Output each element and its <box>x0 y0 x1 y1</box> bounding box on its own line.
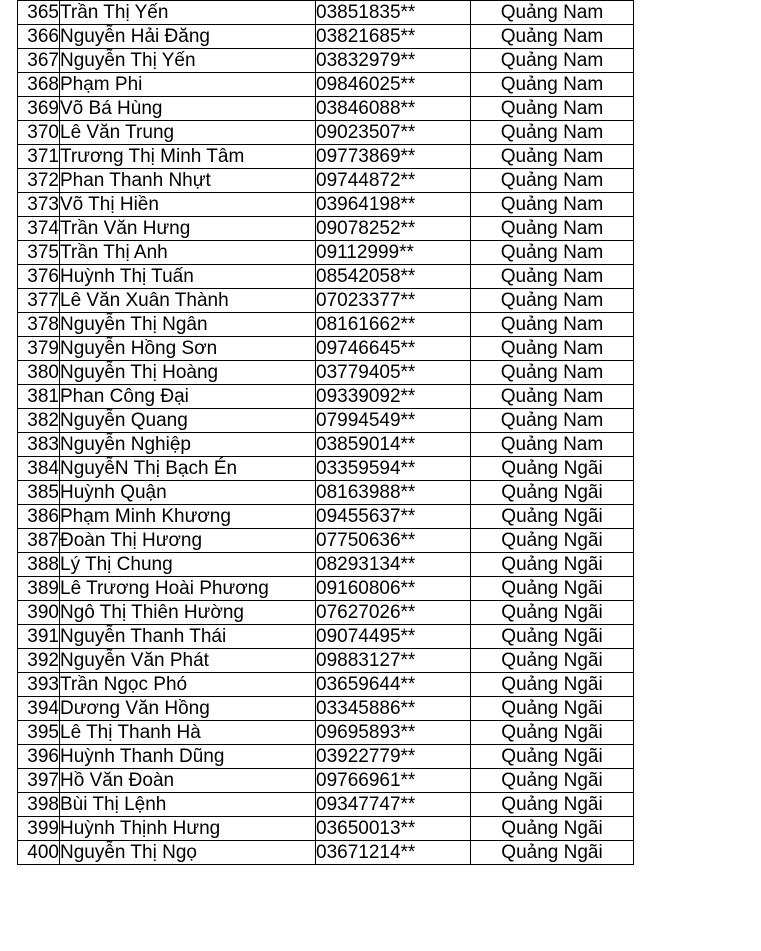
province-cell: Quảng Nam <box>471 1 634 25</box>
phone-cell: 09746645** <box>316 337 471 361</box>
province-cell: Quảng Ngãi <box>471 721 634 745</box>
province-cell: Quảng Ngãi <box>471 697 634 721</box>
row-number-cell: 398 <box>18 793 60 817</box>
province-cell: Quảng Nam <box>471 121 634 145</box>
table-row <box>18 601 634 625</box>
table-row <box>18 313 634 337</box>
province-cell: Quảng Ngãi <box>471 841 634 865</box>
phone-cell: 03851835** <box>316 1 471 25</box>
table-row <box>18 73 634 97</box>
row-number-cell: 381 <box>18 385 60 409</box>
row-number-cell: 379 <box>18 337 60 361</box>
province-cell: Quảng Ngãi <box>471 625 634 649</box>
phone-cell: 07023377** <box>316 289 471 313</box>
name-cell: Trần Thị Yến <box>60 1 316 25</box>
province-cell: Quảng Nam <box>471 313 634 337</box>
name-cell: Trần Ngọc Phó <box>60 673 316 697</box>
table-row <box>18 745 634 769</box>
row-number-cell: 366 <box>18 25 60 49</box>
row-number-cell: 375 <box>18 241 60 265</box>
phone-cell: 03345886** <box>316 697 471 721</box>
table-row <box>18 529 634 553</box>
table-row <box>18 577 634 601</box>
name-cell: Lê Trương Hoài Phương <box>60 577 316 601</box>
table-row <box>18 457 634 481</box>
province-cell: Quảng Nam <box>471 361 634 385</box>
name-cell: Hồ Văn Đoàn <box>60 769 316 793</box>
row-number-cell: 365 <box>18 1 60 25</box>
province-cell: Quảng Ngãi <box>471 577 634 601</box>
table-row <box>18 97 634 121</box>
table-row <box>18 553 634 577</box>
name-cell: Phan Thanh Nhựt <box>60 169 316 193</box>
row-number-cell: 390 <box>18 601 60 625</box>
phone-cell: 09883127** <box>316 649 471 673</box>
table-body <box>18 1 634 865</box>
table-row <box>18 1 634 25</box>
phone-cell: 09773869** <box>316 145 471 169</box>
phone-cell: 08542058** <box>316 265 471 289</box>
province-cell: Quảng Nam <box>471 145 634 169</box>
phone-cell: 09112999** <box>316 241 471 265</box>
name-cell: Lê Văn Xuân Thành <box>60 289 316 313</box>
phone-cell: 03650013** <box>316 817 471 841</box>
province-cell: Quảng Nam <box>471 97 634 121</box>
row-number-cell: 387 <box>18 529 60 553</box>
province-cell: Quảng Nam <box>471 241 634 265</box>
name-cell: Huỳnh Quận <box>60 481 316 505</box>
table-row <box>18 793 634 817</box>
row-number-cell: 388 <box>18 553 60 577</box>
row-number-cell: 396 <box>18 745 60 769</box>
phone-cell: 03846088** <box>316 97 471 121</box>
row-number-cell: 367 <box>18 49 60 73</box>
name-cell: Trương Thị Minh Tâm <box>60 145 316 169</box>
phone-cell: 03821685** <box>316 25 471 49</box>
province-cell: Quảng Nam <box>471 385 634 409</box>
table-row <box>18 337 634 361</box>
name-cell: Ngô Thị Thiên Hường <box>60 601 316 625</box>
phone-cell: 03964198** <box>316 193 471 217</box>
name-cell: Dương Văn Hồng <box>60 697 316 721</box>
phone-cell: 03671214** <box>316 841 471 865</box>
name-cell: NguyễN Thị Bạch Én <box>60 457 316 481</box>
province-cell: Quảng Nam <box>471 25 634 49</box>
phone-cell: 09074495** <box>316 625 471 649</box>
table-row <box>18 433 634 457</box>
row-number-cell: 400 <box>18 841 60 865</box>
province-cell: Quảng Ngãi <box>471 649 634 673</box>
province-cell: Quảng Ngãi <box>471 769 634 793</box>
phone-cell: 09347747** <box>316 793 471 817</box>
row-number-cell: 386 <box>18 505 60 529</box>
row-number-cell: 382 <box>18 409 60 433</box>
table-row <box>18 409 634 433</box>
province-cell: Quảng Ngãi <box>471 553 634 577</box>
name-cell: Trần Văn Hưng <box>60 217 316 241</box>
province-cell: Quảng Ngãi <box>471 817 634 841</box>
row-number-cell: 374 <box>18 217 60 241</box>
row-number-cell: 394 <box>18 697 60 721</box>
row-number-cell: 371 <box>18 145 60 169</box>
row-number-cell: 372 <box>18 169 60 193</box>
province-cell: Quảng Ngãi <box>471 505 634 529</box>
phone-cell: 07994549** <box>316 409 471 433</box>
phone-cell: 09766961** <box>316 769 471 793</box>
table-row <box>18 841 634 865</box>
row-number-cell: 369 <box>18 97 60 121</box>
table-row <box>18 673 634 697</box>
phone-cell: 08161662** <box>316 313 471 337</box>
row-number-cell: 380 <box>18 361 60 385</box>
table-row <box>18 385 634 409</box>
phone-cell: 03832979** <box>316 49 471 73</box>
phone-cell: 03859014** <box>316 433 471 457</box>
phone-cell: 09078252** <box>316 217 471 241</box>
table-row <box>18 169 634 193</box>
phone-cell: 09160806** <box>316 577 471 601</box>
table-row <box>18 49 634 73</box>
province-cell: Quảng Nam <box>471 169 634 193</box>
name-cell: Phan Công Đại <box>60 385 316 409</box>
phone-cell: 09744872** <box>316 169 471 193</box>
row-number-cell: 397 <box>18 769 60 793</box>
row-number-cell: 378 <box>18 313 60 337</box>
row-number-cell: 385 <box>18 481 60 505</box>
name-cell: Trần Thị Anh <box>60 241 316 265</box>
province-cell: Quảng Nam <box>471 217 634 241</box>
phone-cell: 09695893** <box>316 721 471 745</box>
name-cell: Đoàn Thị Hương <box>60 529 316 553</box>
table-row <box>18 145 634 169</box>
phone-cell: 07750636** <box>316 529 471 553</box>
name-cell: Võ Bá Hùng <box>60 97 316 121</box>
province-cell: Quảng Nam <box>471 337 634 361</box>
phone-cell: 08293134** <box>316 553 471 577</box>
table-row <box>18 217 634 241</box>
name-cell: Nguyễn Hồng Sơn <box>60 337 316 361</box>
province-cell: Quảng Ngãi <box>471 529 634 553</box>
phone-cell: 09455637** <box>316 505 471 529</box>
table-row <box>18 769 634 793</box>
province-cell: Quảng Ngãi <box>471 673 634 697</box>
table-row <box>18 721 634 745</box>
phone-cell: 08163988** <box>316 481 471 505</box>
phone-cell: 07627026** <box>316 601 471 625</box>
name-cell: Nguyễn Văn Phát <box>60 649 316 673</box>
row-number-cell: 392 <box>18 649 60 673</box>
name-cell: Nguyễn Hải Đăng <box>60 25 316 49</box>
row-number-cell: 376 <box>18 265 60 289</box>
name-cell: Bùi Thị Lệnh <box>60 793 316 817</box>
table-row <box>18 697 634 721</box>
name-cell: Phạm Phi <box>60 73 316 97</box>
table-row <box>18 505 634 529</box>
phone-cell: 09339092** <box>316 385 471 409</box>
row-number-cell: 383 <box>18 433 60 457</box>
phone-cell: 03922779** <box>316 745 471 769</box>
name-cell: Nguyễn Thị Ngân <box>60 313 316 337</box>
name-cell: Huỳnh Thanh Dũng <box>60 745 316 769</box>
phone-cell: 03779405** <box>316 361 471 385</box>
province-cell: Quảng Ngãi <box>471 481 634 505</box>
row-number-cell: 395 <box>18 721 60 745</box>
row-number-cell: 370 <box>18 121 60 145</box>
province-cell: Quảng Nam <box>471 433 634 457</box>
name-cell: Lê Thị Thanh Hà <box>60 721 316 745</box>
name-cell: Võ Thị Hiền <box>60 193 316 217</box>
table-row <box>18 25 634 49</box>
table-row <box>18 481 634 505</box>
phone-cell: 09846025** <box>316 73 471 97</box>
province-cell: Quảng Nam <box>471 409 634 433</box>
name-cell: Nguyễn Nghiệp <box>60 433 316 457</box>
table-row <box>18 361 634 385</box>
table-row <box>18 625 634 649</box>
phone-cell: 09023507** <box>316 121 471 145</box>
name-cell: Nguyễn Thanh Thái <box>60 625 316 649</box>
name-cell: Nguyễn Thị Hoàng <box>60 361 316 385</box>
province-cell: Quảng Ngãi <box>471 793 634 817</box>
table-row <box>18 241 634 265</box>
row-number-cell: 389 <box>18 577 60 601</box>
name-cell: Nguyễn Thị Ngọ <box>60 841 316 865</box>
province-cell: Quảng Nam <box>471 73 634 97</box>
row-number-cell: 377 <box>18 289 60 313</box>
row-number-cell: 373 <box>18 193 60 217</box>
table-row <box>18 193 634 217</box>
name-cell: Lê Văn Trung <box>60 121 316 145</box>
phone-cell: 03359594** <box>316 457 471 481</box>
row-number-cell: 399 <box>18 817 60 841</box>
province-cell: Quảng Ngãi <box>471 601 634 625</box>
name-cell: Huỳnh Thịnh Hưng <box>60 817 316 841</box>
row-number-cell: 368 <box>18 73 60 97</box>
table-row <box>18 289 634 313</box>
name-cell: Lý Thị Chung <box>60 553 316 577</box>
province-cell: Quảng Nam <box>471 289 634 313</box>
province-cell: Quảng Nam <box>471 193 634 217</box>
province-cell: Quảng Ngãi <box>471 457 634 481</box>
name-cell: Nguyễn Thị Yến <box>60 49 316 73</box>
name-cell: Huỳnh Thị Tuấn <box>60 265 316 289</box>
province-cell: Quảng Nam <box>471 49 634 73</box>
province-cell: Quảng Ngãi <box>471 745 634 769</box>
table-row <box>18 817 634 841</box>
recipient-table <box>17 0 634 865</box>
phone-cell: 03659644** <box>316 673 471 697</box>
table-row <box>18 265 634 289</box>
name-cell: Nguyễn Quang <box>60 409 316 433</box>
name-cell: Phạm Minh Khương <box>60 505 316 529</box>
row-number-cell: 384 <box>18 457 60 481</box>
table-row <box>18 649 634 673</box>
province-cell: Quảng Nam <box>471 265 634 289</box>
row-number-cell: 391 <box>18 625 60 649</box>
row-number-cell: 393 <box>18 673 60 697</box>
table-row <box>18 121 634 145</box>
